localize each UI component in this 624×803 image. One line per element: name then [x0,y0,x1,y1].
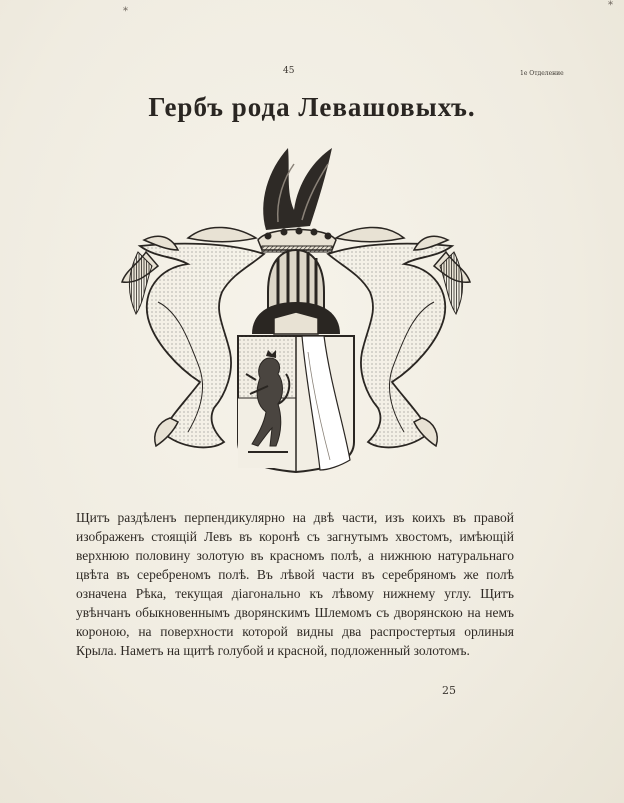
body-text [76,508,514,660]
shield [238,336,354,472]
crest-wings [263,148,332,230]
page-number-bottom: 25 [442,684,456,697]
page-number-top: 45 [283,66,295,76]
helmet [252,250,340,334]
crown [258,228,336,253]
corner-mark: * [608,0,613,11]
page-title: Гербъ рода Левашовыхъ. [148,92,476,122]
corner-mark: * [123,6,128,17]
coat-of-arms [118,142,474,478]
description-paragraph: Щитъ раздѣленъ перпендикулярно на двѣ части, изъ коихъ въ правой изображенъ стоящій Левъ въ коронѣ съ загнутымъ хвостомъ, имѣющій верхнюю половину золотую въ красномъ полѣ, а нижнюю натуральнаго цвѣта въ серебреномъ полѣ. Въ лѣвой части въ серебряномъ же полѣ означена Рѣка, текущая діагонально къ лѣвому нижнему углу. Щитъ увѣнчанъ обыкновеннымъ дворянскимъ Шлемомъ съ дворянскою на немъ короною, на поверхности которой видны два распростертыя орлиныя Крыла. Наметъ на щитѣ голубой и красной, подложенный золотомъ. [76,510,514,658]
section-label: 1e Отделение [520,70,564,77]
